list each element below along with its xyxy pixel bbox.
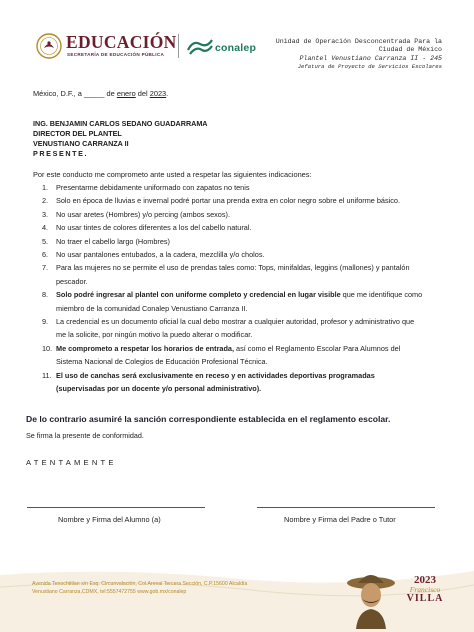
rule-number: 5.	[42, 236, 49, 246]
rule-number: 7.	[42, 263, 49, 273]
rule-item	[33, 342, 443, 355]
rule-item	[33, 315, 443, 328]
conformity-text: Se firma la presente de conformidad.	[26, 431, 144, 440]
rule-item	[33, 194, 443, 207]
rule-number: 10.	[42, 343, 53, 353]
unit-line: Unidad de Operación Desconcentrada Para la	[275, 38, 442, 45]
rule-item-continuation	[33, 382, 443, 395]
rule-number: 1.	[42, 183, 49, 192]
letter-date: México, D.F., a _____ de enero del 2023.	[33, 89, 169, 98]
rule-text: me la solicite, por ningún motivo la puedo alterar o modificar.	[56, 330, 253, 340]
rule-text: miembro de la comunidad Conalep Venustiano Carranza II.	[56, 303, 248, 313]
sep-logo-wordmark: EDUCACIÓN	[66, 32, 177, 52]
rule-item	[33, 288, 443, 301]
rule-number: 9.	[42, 317, 49, 327]
conalep-logo-wordmark: conalep	[215, 42, 257, 54]
rules-list	[33, 181, 443, 396]
rule-text: que me identifique como	[340, 290, 423, 300]
page-footer	[0, 565, 474, 632]
rule-text: No usar aretes (Hombres) y/o percing (ambos sexos).	[56, 209, 230, 219]
recipient-presente: PRESENTE.	[33, 149, 89, 158]
rule-text: pescador.	[56, 276, 88, 286]
parent-signature-label: Nombre y Firma del Padre o Tutor	[284, 515, 396, 524]
rule-emphasis: Solo podré ingresar al plantel con uniforme completo y credencial en lugar visible	[56, 290, 341, 300]
rule-text: La credencial es un documento oficial la cual debo mostrar a cualquier autoridad, profesor y administrativo que	[56, 317, 415, 327]
rule-item	[33, 221, 443, 234]
rule-item	[33, 369, 443, 382]
closing-atentamente: ATENTAMENTE	[26, 458, 117, 467]
rule-number: 4.	[42, 223, 49, 233]
recipient-name: ING. BENJAMIN CARLOS SEDANO GUADARRAMA	[33, 119, 208, 128]
recipient-school: VENUSTIANO CARRANZA II	[33, 139, 129, 148]
rule-item	[33, 248, 443, 261]
rule-item-continuation	[33, 302, 443, 315]
conalep-logo-icon	[185, 36, 215, 58]
rule-number: 6.	[42, 250, 49, 260]
rule-item	[33, 235, 443, 248]
rule-emphasis: Me comprometo a respetar los horarios de entrada,	[56, 343, 235, 353]
rule-emphasis: (supervisadas por un docente y/o personal administrativo).	[56, 384, 262, 394]
rule-text: No usar pantalones entubados, a la cadera, mezclilla y/o cholos.	[56, 250, 265, 260]
year-2023-logo: 2023 Francisco VILLA	[406, 574, 444, 604]
student-signature-label: Nombre y Firma del Alumno (a)	[58, 515, 161, 524]
recipient-title: DIRECTOR DEL PLANTEL	[33, 129, 122, 138]
recipient-block	[33, 119, 208, 159]
sanction-warning: De lo contrario asumiré la sanción correspondiente establecida en el reglamento escolar.	[26, 414, 391, 424]
intro-paragraph: Por este conducto me comprometo ante usted a respetar las siguientes indicaciones:	[33, 170, 312, 179]
unit-header-block	[242, 38, 442, 72]
parent-signature-line	[257, 507, 435, 508]
rule-number: 8.	[42, 290, 49, 300]
rule-text: No usar tintes de colores diferentes a los del cabello natural.	[56, 223, 252, 233]
rule-item-continuation	[33, 328, 443, 341]
rule-text: Sistema Nacional de Colegios de Educación Profesional Técnica.	[56, 357, 268, 367]
rule-item	[33, 261, 443, 274]
rule-text: Solo en época de lluvias e invernal podré portar una prenda extra en color negro sobre el uniforme básico.	[56, 196, 400, 206]
eagle-seal-icon	[36, 33, 62, 59]
rule-number: 3.	[42, 209, 49, 219]
rule-emphasis: El uso de canchas será exclusivamente en receso y en actividades deportivas programadas	[56, 370, 375, 380]
rule-item-continuation	[33, 275, 443, 288]
rule-text: Presentarme debidamente uniformado con zapatos no tenis	[56, 183, 250, 192]
sep-logo-subtitle: SECRETARÍA DE EDUCACIÓN PÚBLICA	[67, 52, 165, 57]
logo-divider	[178, 34, 179, 58]
rule-item	[33, 208, 443, 221]
student-signature-line	[27, 507, 205, 508]
unit-line: Ciudad de México	[378, 46, 442, 54]
rule-item	[33, 181, 443, 194]
footer-address: Avenida Tenochtitlan s/n Esq. Circunvalación, Col.Arenal Tercera Sección, C.P.15600 Alcaldía Venustiano Carranza,CDMX, tel:5557472755 www.gob.mx/conalep	[32, 581, 248, 595]
rule-number: 11.	[42, 370, 52, 380]
rule-item-continuation	[33, 355, 443, 368]
rule-text: así como el Reglamento Escolar Para Alumnos del	[234, 343, 401, 353]
rule-text: No traer el cabello largo (Hombres)	[56, 236, 170, 246]
rule-number: 2.	[42, 196, 49, 206]
francisco-villa-portrait-icon	[344, 569, 398, 629]
rule-text: Para las mujeres no se permite el uso de prendas tales como: Tops, minifaldas, leggins (mallones) y pantalón	[56, 263, 410, 273]
unit-line: Jefatura de Proyecto de Servicios Escolares	[297, 63, 442, 71]
unit-line: Plantel Venustiano Carranza II - 245	[299, 54, 442, 62]
